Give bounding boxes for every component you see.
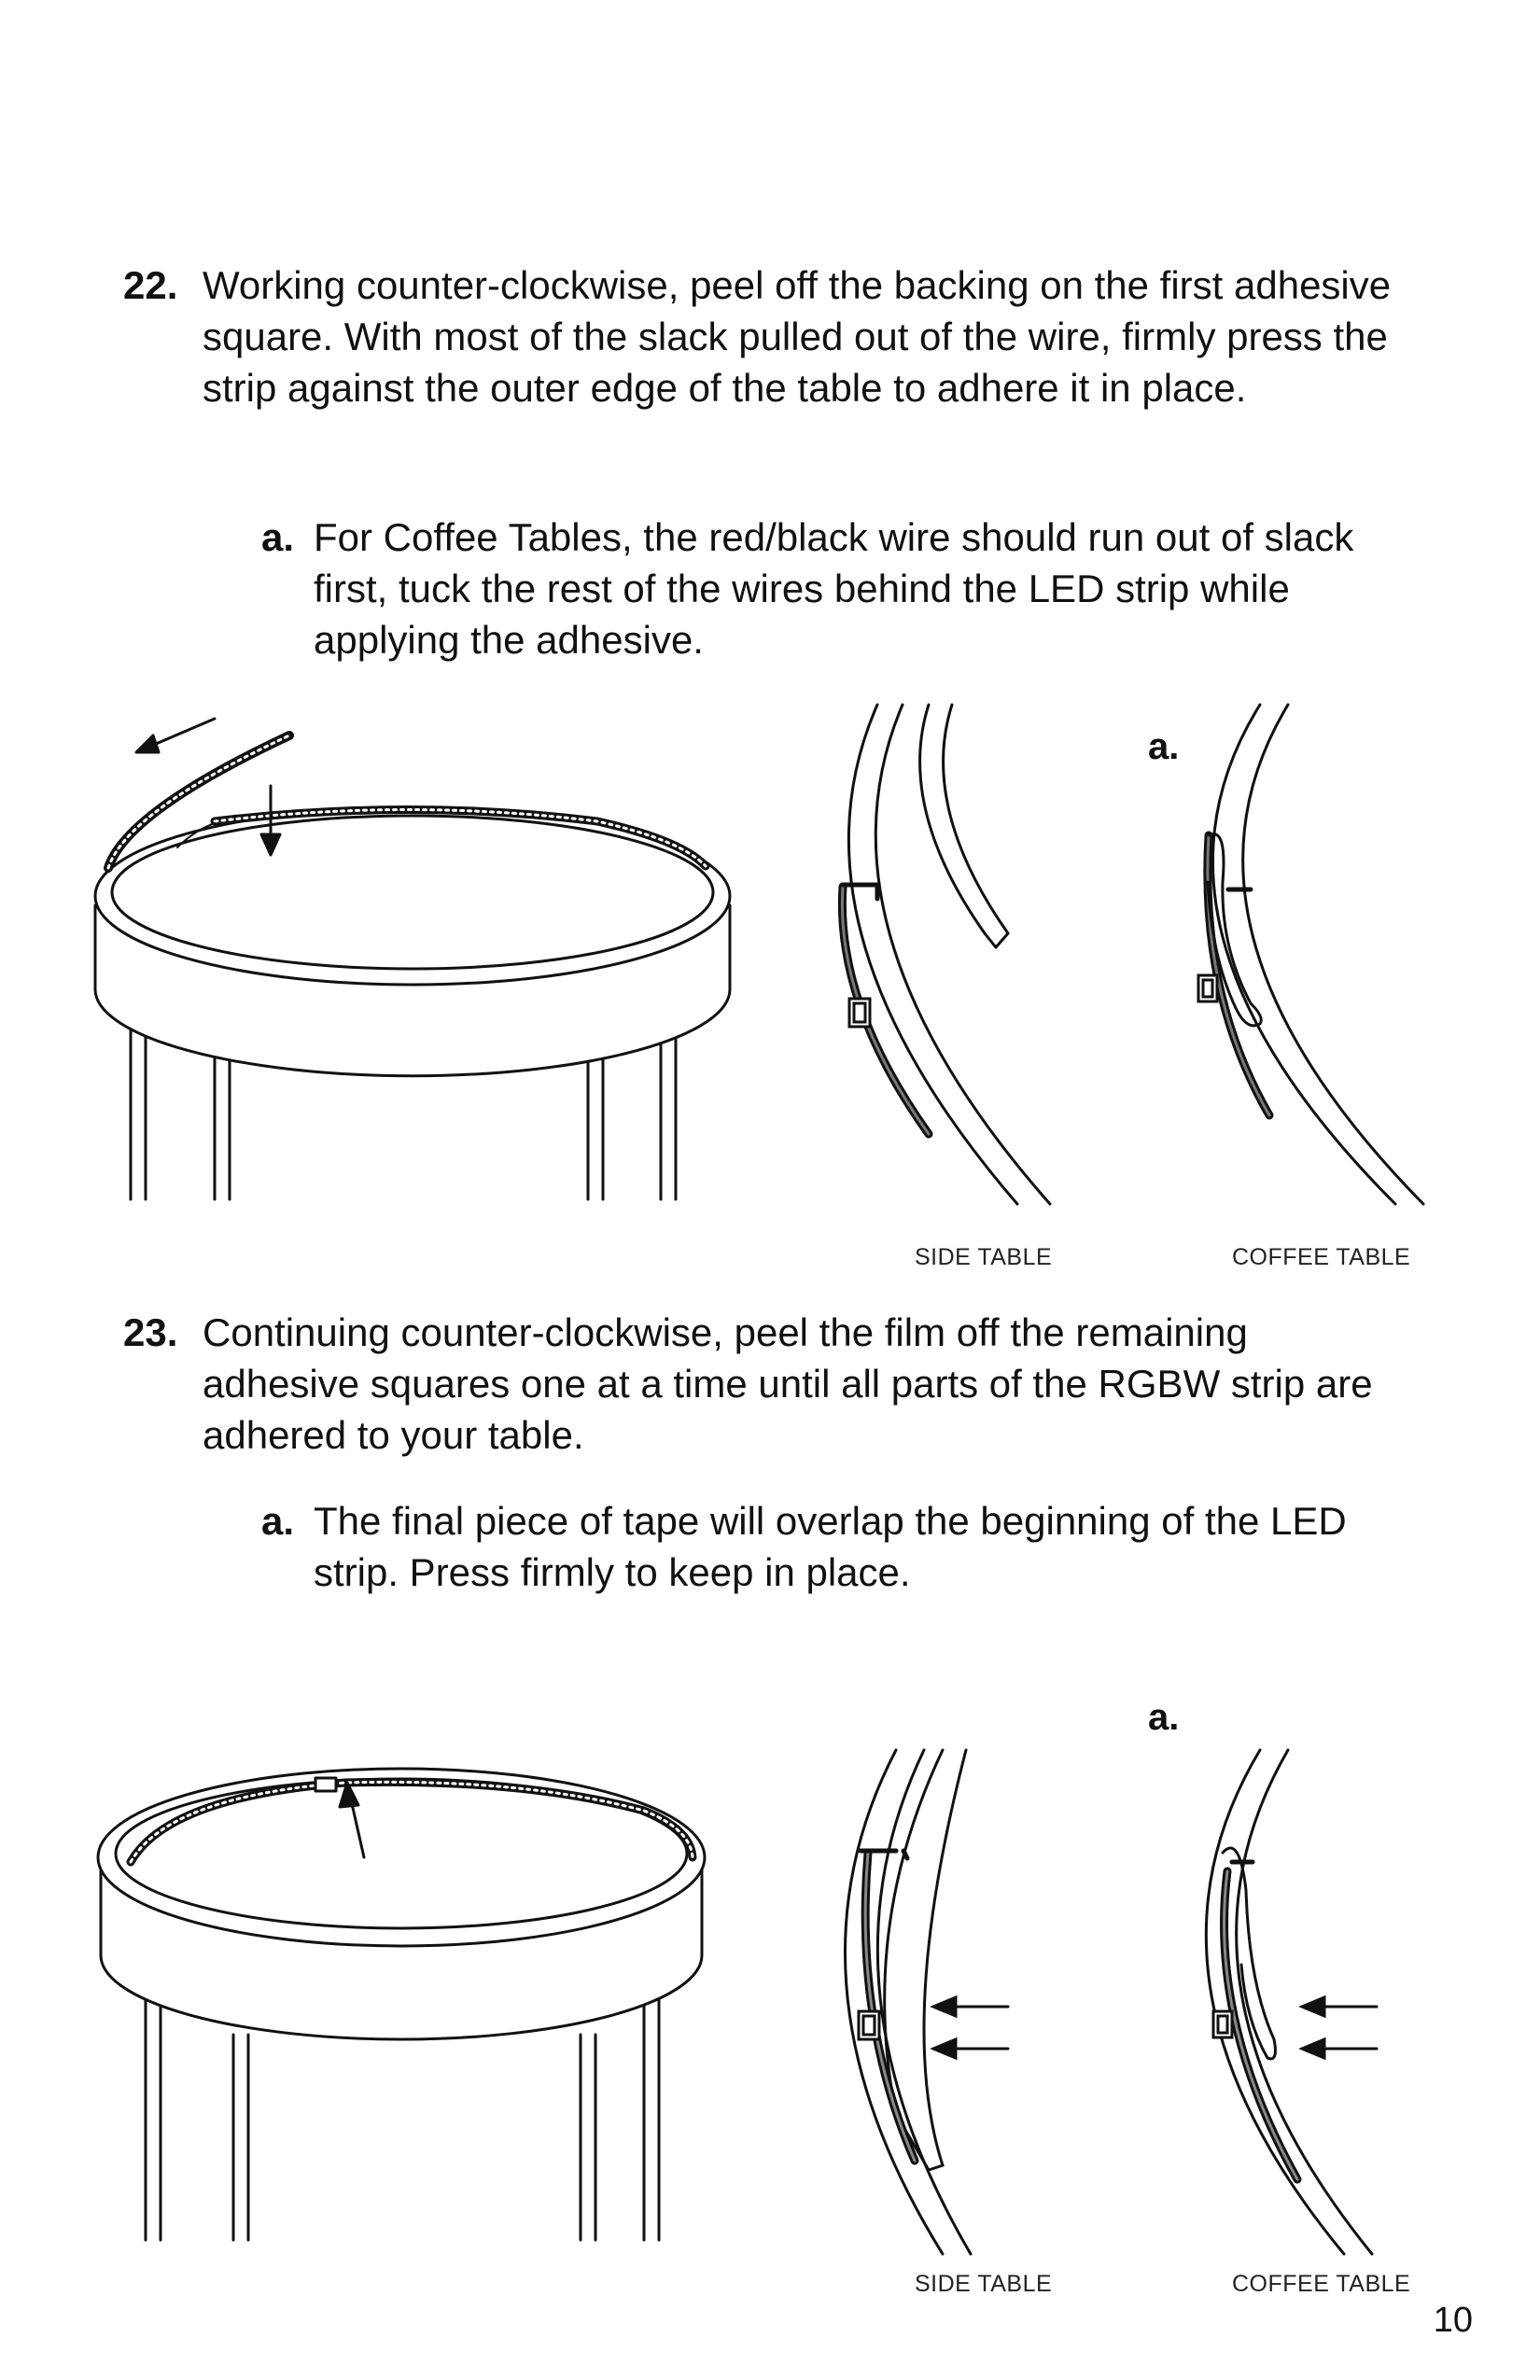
- step-22-sub-a: [261, 511, 1381, 665]
- caption-coffee-table: COFFEE TABLE: [1232, 2271, 1411, 2297]
- caption-side-table: SIDE TABLE: [915, 2271, 1053, 2297]
- page-number: 10: [1433, 2301, 1473, 2340]
- detail-label: a.: [1148, 726, 1180, 767]
- step-number: 22.: [123, 263, 178, 307]
- caption-side-table: SIDE TABLE: [915, 1244, 1053, 1270]
- step-22: [123, 259, 1411, 413]
- coffee-table-detail-step-22: [1157, 695, 1447, 1213]
- detail-label: a.: [1148, 1697, 1180, 1738]
- table-illustration-step-23: [75, 1727, 747, 2249]
- step-number: 23.: [123, 1310, 178, 1354]
- caption-coffee-table: COFFEE TABLE: [1232, 1244, 1411, 1270]
- side-table-detail-step-22: [798, 695, 1097, 1213]
- coffee-table-detail-step-23: [1157, 1741, 1447, 2263]
- sub-step-text: For Coffee Tables, the red/black wire should run out of slack first, tuck the rest of the wires behind the LED strip while applying the adhesive.: [314, 515, 1354, 662]
- step-23-sub-a: [261, 1495, 1381, 1598]
- sub-step-text: The final piece of tape will overlap the beginning of the LED strip. Press firmly to keep in place.: [314, 1499, 1347, 1594]
- sub-step-label: a.: [261, 515, 295, 559]
- table-illustration-step-22: [75, 709, 747, 1213]
- side-table-detail-step-23: [803, 1741, 1064, 2263]
- step-23: [123, 1307, 1411, 1461]
- step-text: Working counter-clockwise, peel off the backing on the first adhesive square. With most of the slack pulled out of the wire, firmly press the strip against the outer edge of the table to adhere it in place.: [203, 263, 1392, 410]
- sub-step-label: a.: [261, 1499, 295, 1543]
- step-text: Continuing counter-clockwise, peel the film off the remaining adhesive squares one at a time until all parts of the RGBW strip are adhered to your table.: [203, 1310, 1373, 1457]
